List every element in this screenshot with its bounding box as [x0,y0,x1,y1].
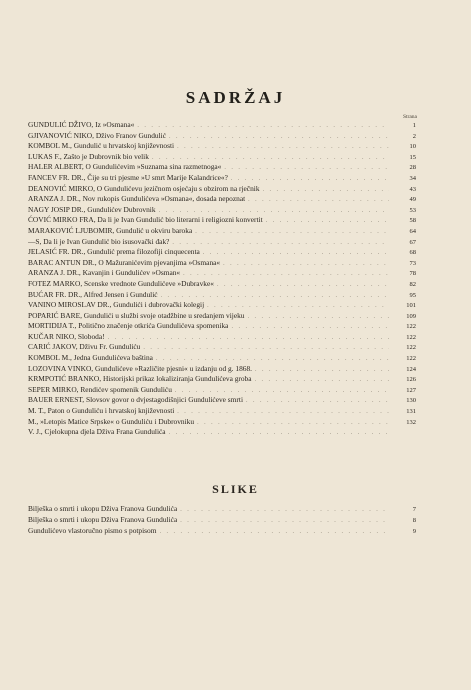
dot-leader [223,259,389,270]
dot-leader [203,248,389,259]
toc-entry-title: CARIĆ JAKOV, Dživu Fr. Gunduliću [28,342,141,352]
toc-entry-title: BUĆAR FR. DR., Alfred Jensen i Gundulić [28,289,158,299]
toc-entry [28,226,416,237]
toc-entry [28,205,416,216]
toc-entry [28,173,416,184]
toc-entry [28,290,416,301]
dot-leader [246,396,389,407]
page-title: SADRŽAJ [185,88,286,107]
illustration-entry [28,515,416,526]
toc-entry-page-number: 109 [406,312,416,320]
toc-entry [28,215,416,226]
toc-entry-page-number: 58 [409,217,416,225]
dot-leader [255,365,389,376]
toc-entry-page-number: 53 [409,206,416,214]
toc-entry [28,268,416,279]
illustration-entry-title: Bilješka o smrti i ukopu Dživa Franova Gundulića [28,514,178,524]
toc-entry [28,417,416,428]
toc-entry-title: GUNDULIĆ DŽIVO, Iz »Osmana« [28,120,135,129]
toc-entry-page-number: 122 [406,323,416,331]
toc-entry [28,184,416,195]
toc-entry-title: —S, Da li je Ivan Gundulić bio isusovački đak? [28,236,170,246]
dot-leader [177,407,389,418]
illustration-entry-title: Gundulićevo vlastoručno pismo s potpisom [28,525,157,535]
toc-entry-page-number: 2 [412,132,416,140]
toc-entry [28,374,416,385]
toc-entry [28,247,416,258]
dot-leader [177,142,389,153]
dot-leader [172,238,389,249]
toc-entry-title: NAGY JOSIP DR., Gundulićev Dubrovnik [28,204,156,214]
page-column-header: Strana [402,114,417,120]
toc-entry [28,385,416,396]
toc-entry-title: BAUER ERNEST, Slovsov govor o dvjestagodišnjici Gundulićeve smrti [28,395,243,405]
toc-entry-title: KOMBOL M., Gundulić u hrvatskoj književnosti [28,141,175,151]
toc-entry-title: FANCEV FR. DR., Čije su tri pjesme »U smrt Marije Kalandrice«? [28,172,228,182]
toc-entry-page-number: 132 [406,418,416,426]
toc-entry-title: FOTEZ MARKO, Scenske vrednote Gundulićeve »Dubravke« [28,278,214,288]
dot-leader [160,527,389,538]
toc-entry-title: ARANZA J. DR., Nov rukopis Gundulićeva »Osmana«, dosada nepoznat [28,194,246,204]
toc-entry [28,194,416,205]
dot-leader [255,375,389,386]
toc-entry-page-number: 64 [409,227,416,235]
toc-entry [28,342,416,353]
toc-entry-page-number: 68 [409,249,416,257]
toc-entry-title: ĆOVIĆ MIRKO FRA, Da li je Ivan Gundulić bio literarni i religiozni konvertit [28,215,263,225]
dot-leader [108,333,389,344]
dot-leader [217,280,389,291]
dot-leader [195,227,389,238]
toc-entry-title: KRMPOTIĆ BRANKO, Historijski prikaz lokaliziranja Gundulićeva groba [28,374,252,384]
dot-leader [180,516,389,527]
toc-entry-page-number: 34 [409,174,416,182]
toc-entry [28,353,416,364]
illustration-entry-page-number: 9 [412,527,416,535]
toc-entry [28,311,416,322]
toc-entry-page-number: 122 [406,333,416,341]
toc-entry [28,300,416,311]
toc-entry-title: JELASIĆ FR. DR., Gundulić prema filozofiji cinquecenta [28,247,200,257]
toc-entry-title: POPARIĆ BARE, Gundulići u službi svoje otadžbine u sredanjem vijeku [28,310,245,320]
toc-entry-page-number: 95 [409,291,416,299]
dot-leader [224,163,389,174]
toc-entry-title: SEPER MIRKO, Rendićev spomenik Gunduliću [28,384,172,394]
dot-leader [183,269,389,280]
table-of-contents [28,120,416,438]
toc-entry-page-number: 49 [409,196,416,204]
toc-entry-page-number: 101 [406,302,416,310]
toc-entry [28,427,416,438]
dot-leader [248,195,389,206]
dot-leader [169,428,389,439]
toc-entry-title: GJIVANOVIĆ NIKO, Dživo Franov Gundulić [28,130,167,140]
toc-entry-page-number: 78 [409,270,416,278]
toc-entry-title: LUKAS F., Zašto je Dubrovnik bio velik [28,151,149,161]
illustration-entry-page-number: 8 [412,516,416,524]
illustration-entry-title: Bilješka o smrti i ukopu Dživa Franova Gundulića [28,504,178,513]
toc-entry-title: KUČAR NIKO, Sloboda! [28,331,105,341]
toc-entry-title: KOMBOL M., Jedna Gundulićeva baština [28,353,153,363]
dot-leader [169,132,389,143]
toc-entry-page-number: 126 [406,376,416,384]
dot-leader [137,121,389,132]
dot-leader [248,312,390,323]
toc-entry-title: M. T., Paton o Gunduliću i hrvatskoj književnosti [28,406,175,416]
dot-leader [197,418,389,429]
slike-title: SLIKE [212,482,259,496]
toc-entry [28,131,416,142]
toc-entry [28,152,416,163]
toc-entry-page-number: 131 [406,408,416,416]
toc-entry-page-number: 67 [409,238,416,246]
toc-entry-page-number: 28 [409,164,416,172]
toc-entry [28,279,416,290]
toc-entry-title: MORTIDIJA T., Politično značenje otkrića Gundulićeva spomenika [28,321,229,331]
toc-entry [28,258,416,269]
dot-leader [263,185,389,196]
toc-entry-title: VANINO MIROSLAV DR., Gundulići i dubrovački kolegij [28,300,205,310]
toc-entry-title: ARANZA J. DR., Kavanjin i Gundulićev »Osman« [28,268,181,278]
toc-entry-page-number: 122 [406,344,416,352]
toc-entry [28,332,416,343]
toc-entry-title: V. J., Cjelokupna djela Dživa Frana Gundulića [28,427,166,437]
toc-entry-title: MARAKOVIĆ LJUBOMIR, Gundulić u okviru baroka [28,225,193,235]
toc-entry-page-number: 127 [406,386,416,394]
dot-leader [266,216,389,227]
toc-entry-page-number: 82 [409,280,416,288]
toc-entry-title: M., »Letopis Matice Srpske« o Gunduliću i Dubrovniku [28,416,195,426]
toc-entry-page-number: 10 [409,143,416,151]
toc-entry [28,162,416,173]
toc-entry-page-number: 1 [412,122,416,129]
toc-entry [28,406,416,417]
toc-entry-page-number: 73 [409,259,416,267]
illustration-entry-page-number: 7 [412,506,416,513]
toc-entry-page-number: 43 [409,185,416,193]
dot-leader [231,322,389,333]
toc-entry-page-number: 130 [406,397,416,405]
dot-leader [180,505,389,516]
toc-entry [28,364,416,375]
toc-entry-title: HALER ALBERT, O Gundulićevim »Suznama sina razmetnoga« [28,162,222,172]
toc-entry [28,395,416,406]
toc-entry-page-number: 15 [409,153,416,161]
toc-entry [28,141,416,152]
toc-entry [28,237,416,248]
toc-entry [28,321,416,332]
illustrations-list [28,504,416,536]
illustration-entry [28,504,416,515]
illustration-entry [28,526,416,537]
toc-entry [28,120,416,131]
toc-entry-title: BARAC ANTUN DR., O Mažuranićevim pjevanjima »Osmana« [28,257,221,267]
toc-entry-title: LOZOVINA VINKO, Gundulićeve »Različite pjesni« u izdanju od g. 1868. [28,363,253,373]
toc-entry-title: DEANOVIĆ MIRKO, O Gundulićevu jezičnom osjećaju s obzirom na rječnik [28,183,260,193]
dot-leader [143,343,389,354]
toc-entry-page-number: 124 [406,365,416,373]
toc-entry-page-number: 122 [406,355,416,363]
